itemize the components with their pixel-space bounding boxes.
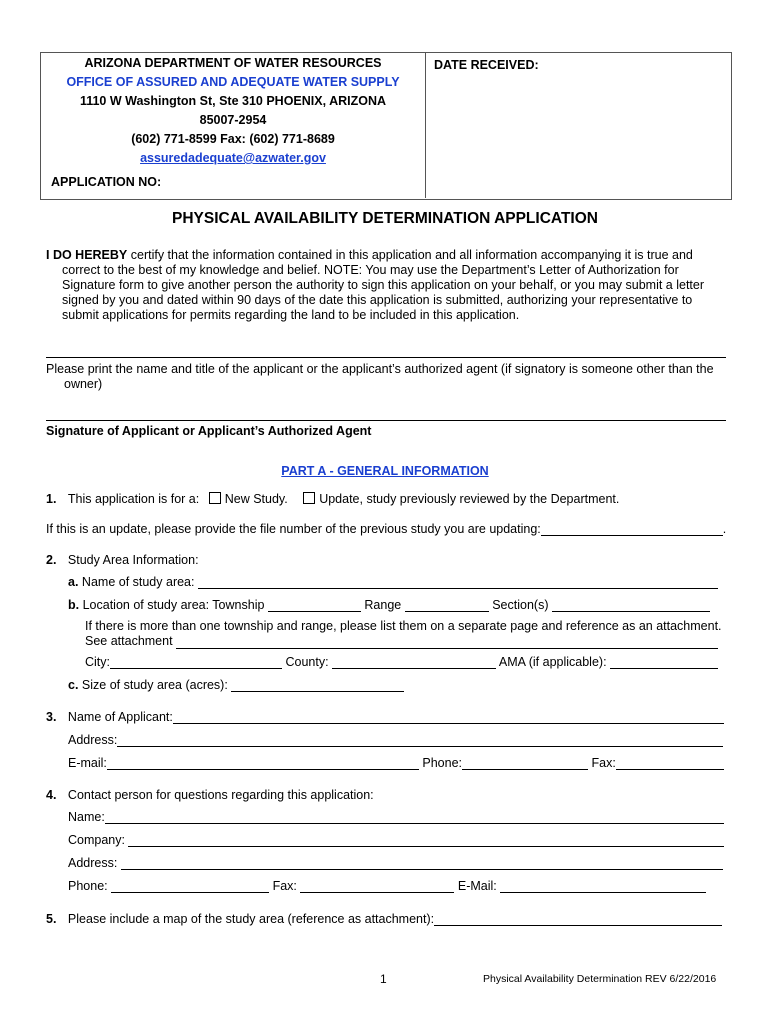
q2a-label: Name of study area:	[81, 575, 195, 589]
q5-text: Please include a map of the study area (reference as attachment):	[67, 912, 435, 926]
map-attachment-field[interactable]	[434, 912, 722, 926]
revision-note: Physical Availability Determination REV 6/22/2016	[483, 973, 717, 985]
agency-name: ARIZONA DEPARTMENT OF WATER RESOURCES	[84, 56, 382, 70]
update-file-label: If this is an update, please provide the file number of the previous study you are updating:	[46, 522, 541, 536]
certification-paragraph	[46, 248, 716, 323]
question-1	[46, 492, 619, 506]
applicant-email-field[interactable]	[107, 756, 419, 770]
address-line2: 85007-2954	[199, 113, 267, 127]
question-2	[46, 553, 199, 567]
contact-address-row	[68, 856, 723, 870]
question-3	[46, 710, 724, 724]
previous-file-number-field[interactable]	[541, 522, 723, 536]
question-4	[46, 788, 374, 802]
q2-text: Study Area Information:	[67, 553, 199, 567]
update-study-label: Update, study previously reviewed by the Department.	[319, 492, 620, 506]
part-a-heading	[0, 464, 770, 478]
contact-company-row	[68, 833, 724, 847]
range-label: Range	[364, 598, 402, 612]
print-name-line2: owner)	[64, 377, 103, 391]
page-number: 1	[380, 972, 387, 986]
applicant-phone-field[interactable]	[462, 756, 588, 770]
city-field[interactable]	[110, 655, 282, 669]
agency-block	[41, 54, 425, 168]
see-attachment-field[interactable]	[176, 635, 718, 649]
contact-phone-row	[68, 879, 706, 893]
contact-address-label: Address:	[68, 856, 118, 870]
township-field[interactable]	[268, 598, 361, 612]
ama-field[interactable]	[610, 655, 718, 669]
certify-lead: I DO HEREBY	[46, 248, 128, 262]
attachment-note-line1: If there is more than one township and range, please list them on a separate page and reference as an attachment.	[85, 619, 722, 633]
contact-email-label: E-Mail:	[457, 879, 497, 893]
question-5	[46, 912, 722, 926]
attachment-note	[85, 619, 722, 649]
q4-number: 4.	[46, 788, 57, 802]
q4-text: Contact person for questions regarding this application:	[67, 788, 374, 802]
office-name: OFFICE OF ASSURED AND ADEQUATE WATER SUPPLY	[66, 75, 400, 89]
contact-phone-field[interactable]	[111, 879, 269, 893]
q2b-letter: b.	[68, 598, 80, 612]
q2b-label: Location of study area: Township	[82, 598, 265, 612]
city-county-row	[85, 655, 718, 669]
print-name-line[interactable]	[46, 357, 726, 358]
phone-fax: (602) 771-8599 Fax: (602) 771-8689	[131, 132, 335, 146]
print-name-line1: Please print the name and title of the applicant or the applicant’s authorized agent (if signatory is someone other than the	[46, 362, 714, 376]
q2b-row	[68, 598, 710, 612]
range-field[interactable]	[405, 598, 489, 612]
q5-number: 5.	[46, 912, 57, 926]
update-study-checkbox[interactable]	[303, 492, 315, 504]
q2-number: 2.	[46, 553, 57, 567]
contact-fax-label: Fax:	[272, 879, 297, 893]
signature-label: Signature of Applicant or Applicant’s Authorized Agent	[46, 424, 372, 438]
applicant-fax-label: Fax:	[591, 756, 616, 770]
contact-fax-field[interactable]	[300, 879, 454, 893]
contact-phone-label: Phone:	[68, 879, 108, 893]
update-file-row	[46, 522, 726, 536]
signature-line[interactable]	[46, 420, 726, 421]
applicant-name-label: Name of Applicant:	[67, 710, 173, 724]
email-link[interactable]: assuredadequate@azwater.gov	[140, 151, 326, 165]
date-received-label: DATE RECEIVED:	[434, 58, 539, 72]
section-label: Section(s)	[492, 598, 549, 612]
address-line1: 1110 W Washington St, Ste 310 PHOENIX, ARIZONA	[79, 94, 387, 108]
attachment-note-line2: See attachment	[85, 634, 173, 648]
q2a-row	[68, 575, 718, 589]
print-name-caption	[46, 362, 726, 392]
applicant-address-field[interactable]	[117, 733, 723, 747]
certify-line4: signed by you and dated within 90 days of the date this application is submitted, authorizing your representative to	[62, 293, 693, 307]
page-title: PHYSICAL AVAILABILITY DETERMINATION APPLICATION	[172, 210, 598, 227]
applicant-name-field[interactable]	[173, 710, 724, 724]
contact-company-field[interactable]	[128, 833, 724, 847]
q1-text: This application is for a:	[67, 492, 200, 506]
ama-label: AMA (if applicable):	[498, 655, 607, 669]
certify-line1: certify that the information contained in this application and all information accompanying it is true and	[127, 248, 693, 262]
q2c-label: Size of study area (acres):	[81, 678, 228, 692]
q2a-letter: a.	[68, 575, 79, 589]
update-file-period: .	[722, 522, 727, 536]
county-field[interactable]	[332, 655, 496, 669]
certify-line5: submit applications for permits regarding the land to be included in this application.	[62, 308, 520, 322]
q1-number: 1.	[46, 492, 57, 506]
applicant-address-label: Address:	[68, 733, 118, 747]
contact-name-row	[68, 810, 724, 824]
q3-number: 3.	[46, 710, 57, 724]
applicant-email-label: E-mail:	[68, 756, 107, 770]
applicant-phone-label: Phone:	[422, 756, 463, 770]
contact-name-label: Name:	[68, 810, 105, 824]
new-study-label: New Study.	[224, 492, 288, 506]
contact-name-field[interactable]	[105, 810, 724, 824]
city-label: City:	[85, 655, 110, 669]
certify-line3: Signature form to give another person the authority to sign this application on your behalf, or you may submit a letter	[62, 278, 705, 292]
applicant-address-row	[68, 733, 723, 747]
certify-line2: correct to the best of my knowledge and belief. NOTE: You may use the Department’s Letter of Authorization for	[62, 263, 679, 277]
q2c-letter: c.	[68, 678, 79, 692]
applicant-contact-row	[68, 756, 724, 770]
study-area-name-field[interactable]	[198, 575, 718, 589]
contact-company-label: Company:	[68, 833, 125, 847]
study-area-size-field[interactable]	[231, 678, 404, 692]
county-label: County:	[285, 655, 329, 669]
new-study-checkbox[interactable]	[209, 492, 221, 504]
header-divider	[425, 52, 426, 198]
part-a-title: PART A - GENERAL INFORMATION	[281, 464, 489, 478]
q2c-row	[68, 678, 404, 692]
application-no-label: APPLICATION NO:	[51, 175, 162, 189]
contact-address-field[interactable]	[121, 856, 723, 870]
applicant-fax-field[interactable]	[616, 756, 724, 770]
section-field[interactable]	[552, 598, 710, 612]
contact-email-field[interactable]	[500, 879, 706, 893]
